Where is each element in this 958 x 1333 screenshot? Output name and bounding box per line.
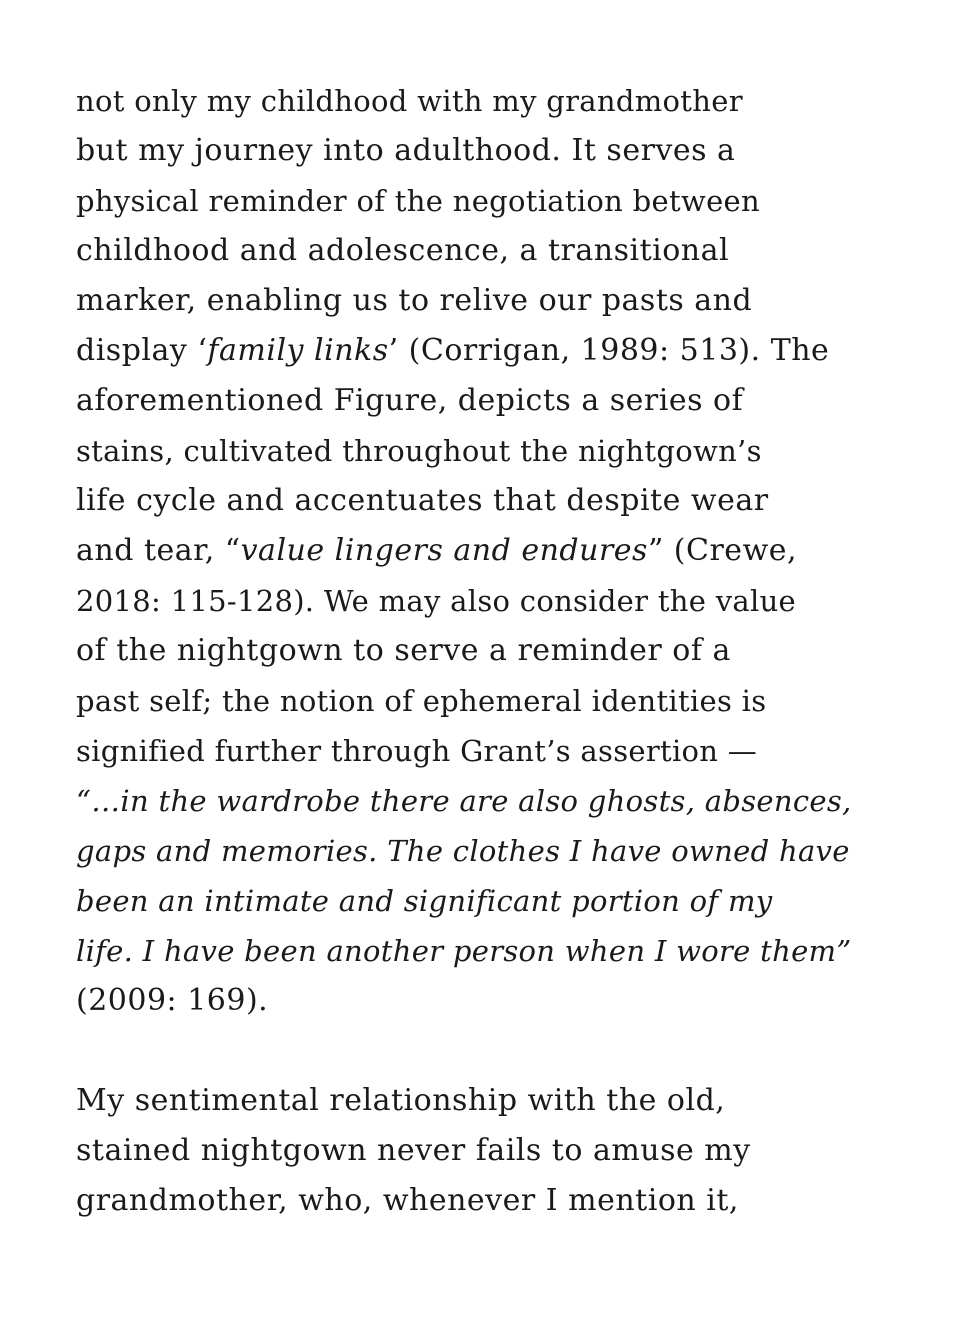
block-quote-line [76,826,896,876]
quote-text: life. I have been another person when I wore them” [76,934,852,968]
paragraph-spacer [76,1026,896,1076]
citation-term: family links [207,333,389,368]
paragraph [76,1076,896,1226]
text-line [76,1076,896,1126]
block-quote-line [76,926,896,976]
text-line [76,676,896,726]
text-line [76,626,896,676]
text-segment: ’ (Corrigan, 1989: 513). The [388,333,830,368]
text-line [76,276,896,326]
text-line [76,426,896,476]
text-line [76,726,896,776]
text-line [76,376,896,426]
text-line [76,576,896,626]
text-segment: not only my childhood with my grandmother [76,84,743,118]
text-segment: stained nightgown never fails to amuse my [76,1133,751,1168]
text-segment: past self; the notion of ephemeral identities is [76,684,767,718]
text-line [76,1126,896,1176]
text-line [76,126,896,176]
text-segment: stains, cultivated throughout the nightgown’s [76,434,762,468]
text-line [76,226,896,276]
text-segment: My sentimental relationship with the old, [76,1083,726,1118]
text-segment: physical reminder of the negotiation between [76,184,760,218]
text-segment: childhood and adolescence, a transitional [76,233,730,268]
block-quote-line [76,876,896,926]
text-line [76,76,896,126]
text-segment: ” (Crewe, [647,533,798,568]
block-quote-line [76,776,896,826]
quote-text: “…in the wardrobe there are also ghosts, absences, [76,784,852,818]
quote-text: been an intimate and significant portion of my [76,884,773,918]
text-segment: display ‘ [76,333,208,368]
quote-text: gaps and memories. The clothes I have owned have [76,834,850,868]
text-segment: marker, enabling us to relive our pasts and [76,283,753,318]
text-segment: grandmother, who, whenever I mention it, [76,1183,739,1218]
text-line [76,476,896,526]
document-page [76,76,896,1226]
text-line [76,176,896,226]
text-segment: of the nightgown to serve a reminder of a [76,633,731,668]
quoted-phrase: value lingers and endures [240,533,648,568]
text-segment: signified further through Grant’s assertion — [76,734,758,768]
text-line [76,526,896,576]
text-line [76,326,896,376]
text-segment: and tear, “ [76,533,241,568]
text-line [76,976,896,1026]
text-segment: 2018: 115-128). We may also consider the value [76,584,797,618]
text-segment: life cycle and accentuates that despite wear [76,483,769,518]
text-segment: aforementioned Figure, depicts a series of [76,383,744,418]
text-line [76,1176,896,1226]
citation: (2009: 169). [76,983,269,1018]
paragraph [76,76,896,1026]
text-segment: but my journey into adulthood. It serves a [76,133,736,168]
